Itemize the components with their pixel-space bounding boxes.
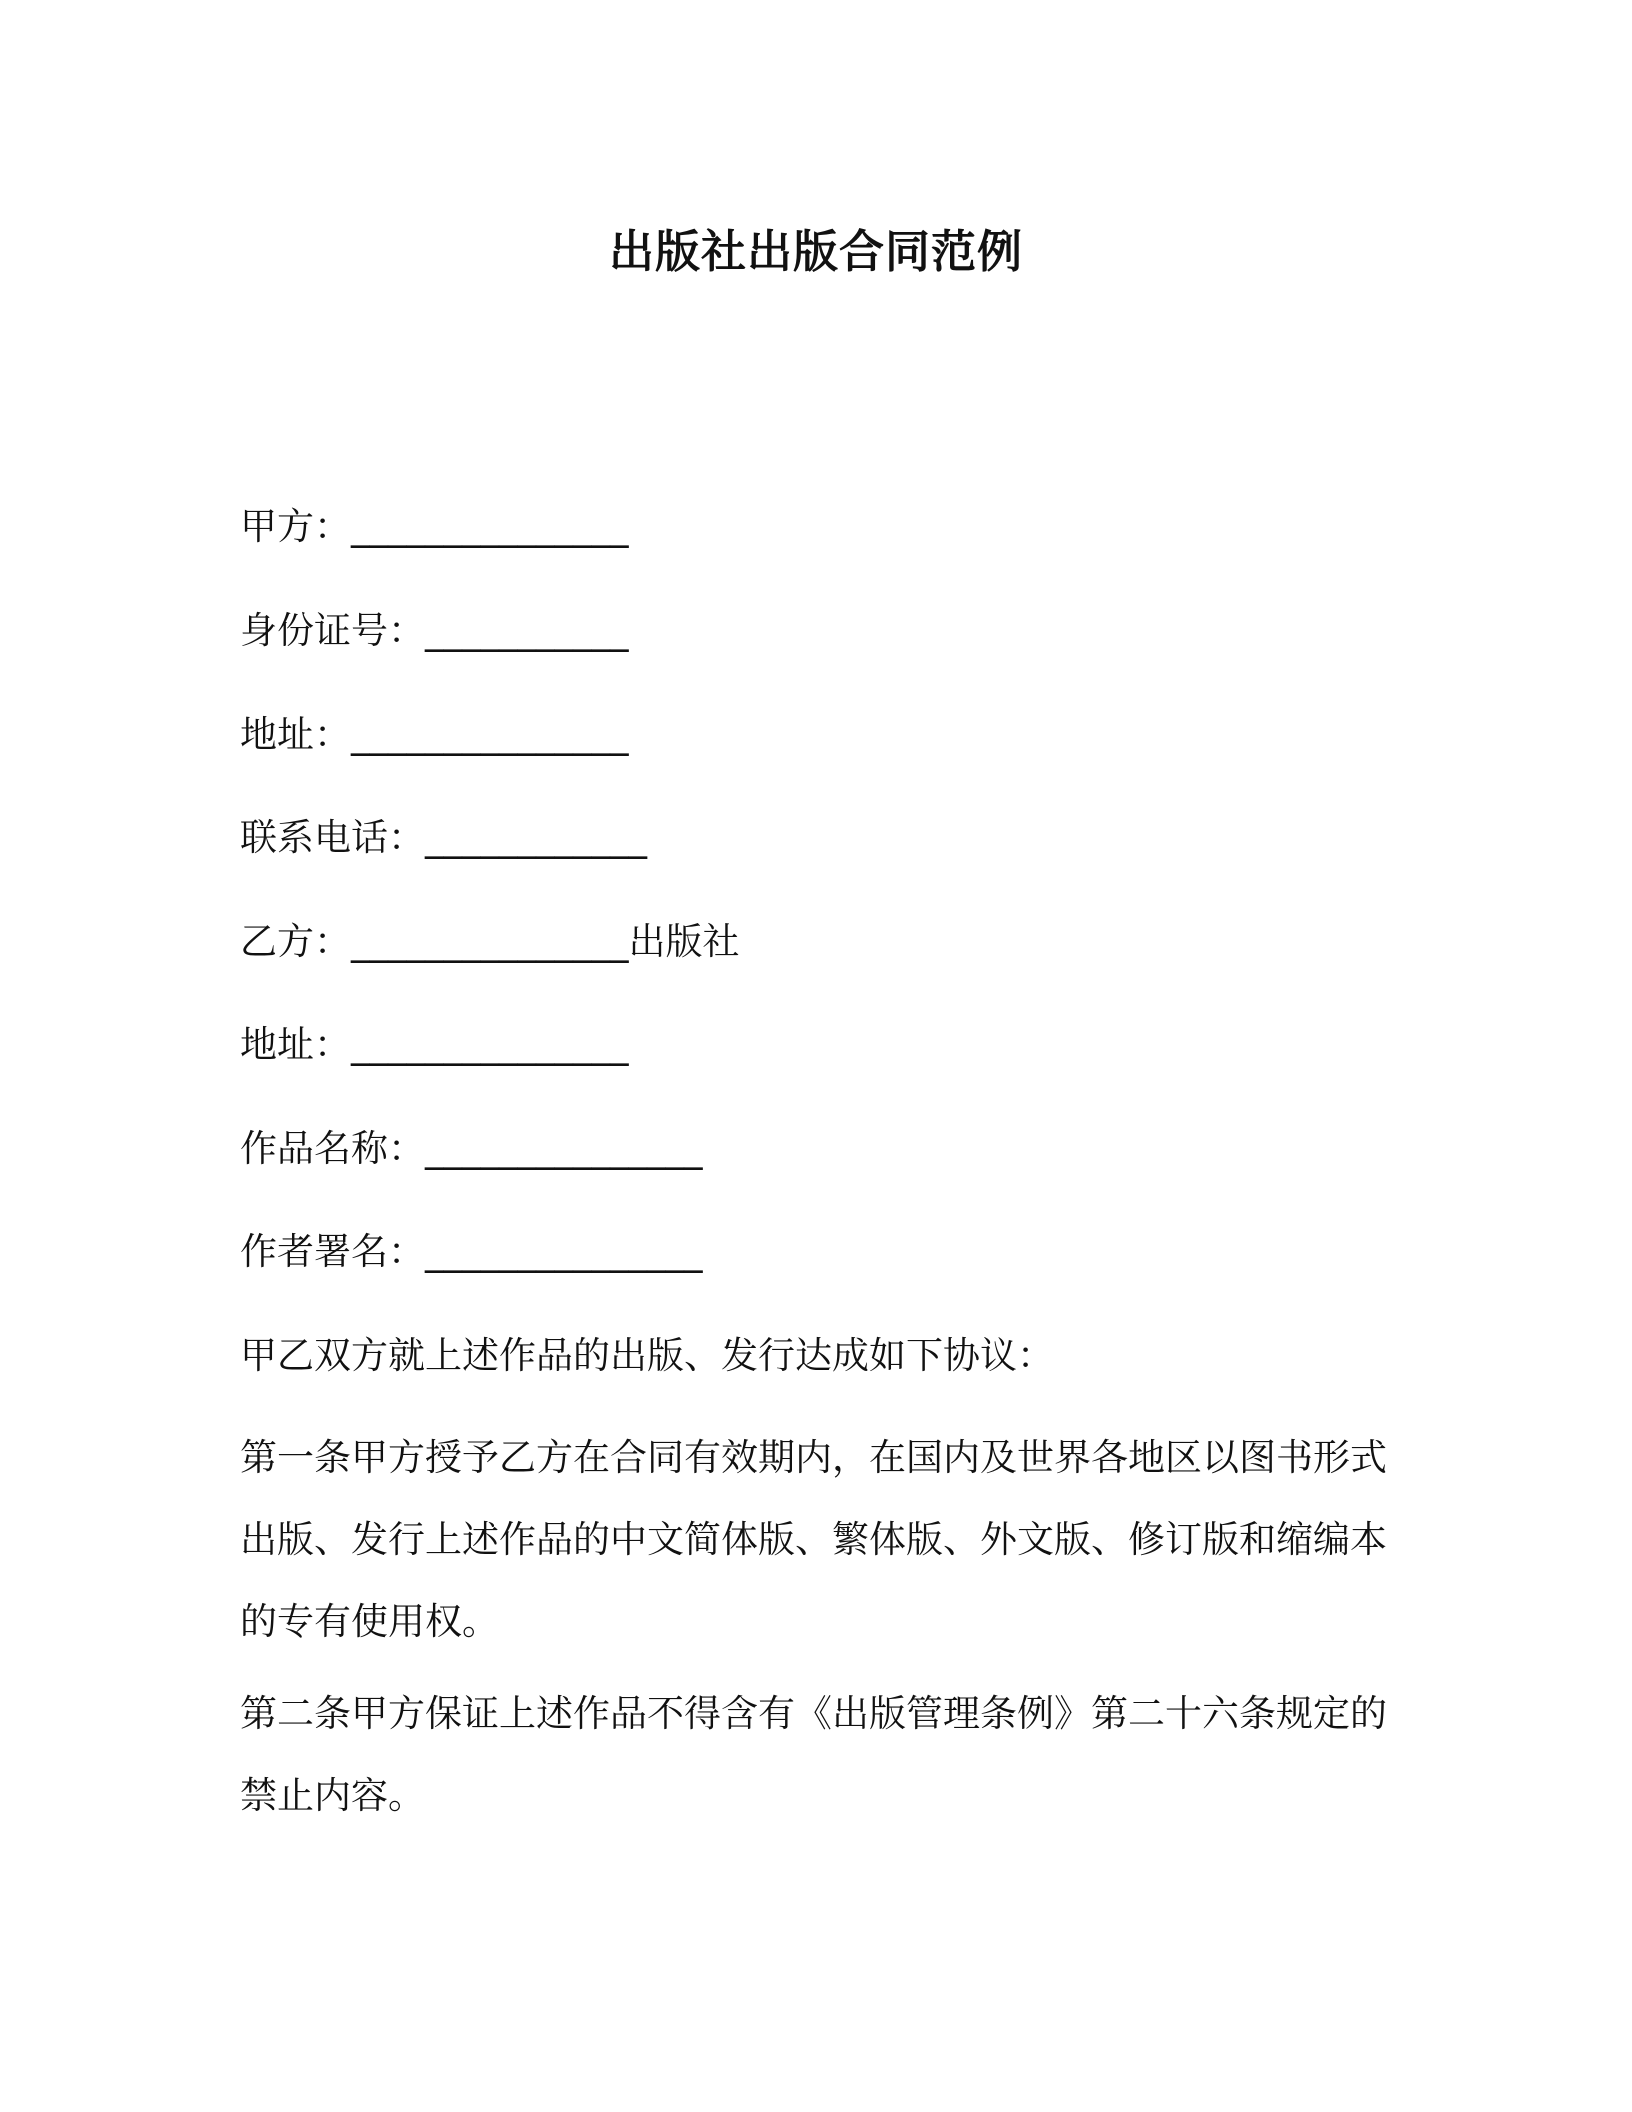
clause-2: 第二条甲方保证上述作品不得含有《出版管理条例》第二十六条规定的禁止内容。	[240, 1692, 1387, 1817]
party-a-field: 甲方：_______________	[240, 505, 629, 548]
party-b-address-field: 地址：_______________	[240, 1023, 629, 1066]
document-title: 出版社出版合同范例	[608, 225, 1023, 278]
party-b-field: 乙方：_______________出版社	[240, 920, 740, 963]
work-title-field: 作品名称：_______________	[240, 1127, 703, 1170]
agreement-intro: 甲乙双方就上述作品的出版、发行达成如下协议：	[240, 1334, 1054, 1377]
id-number-field: 身份证号：___________	[240, 609, 629, 652]
author-name-field: 作者署名：_______________	[240, 1230, 703, 1273]
party-a-address-field: 地址：_______________	[240, 713, 629, 756]
phone-field: 联系电话：____________	[240, 816, 647, 859]
clause-1: 第一条甲方授予乙方在合同有效期内，在国内及世界各地区以图书形式出版、发行上述作品的中文简体版、繁体版、外文版、修订版和缩编本的专有使用权。	[240, 1436, 1387, 1643]
